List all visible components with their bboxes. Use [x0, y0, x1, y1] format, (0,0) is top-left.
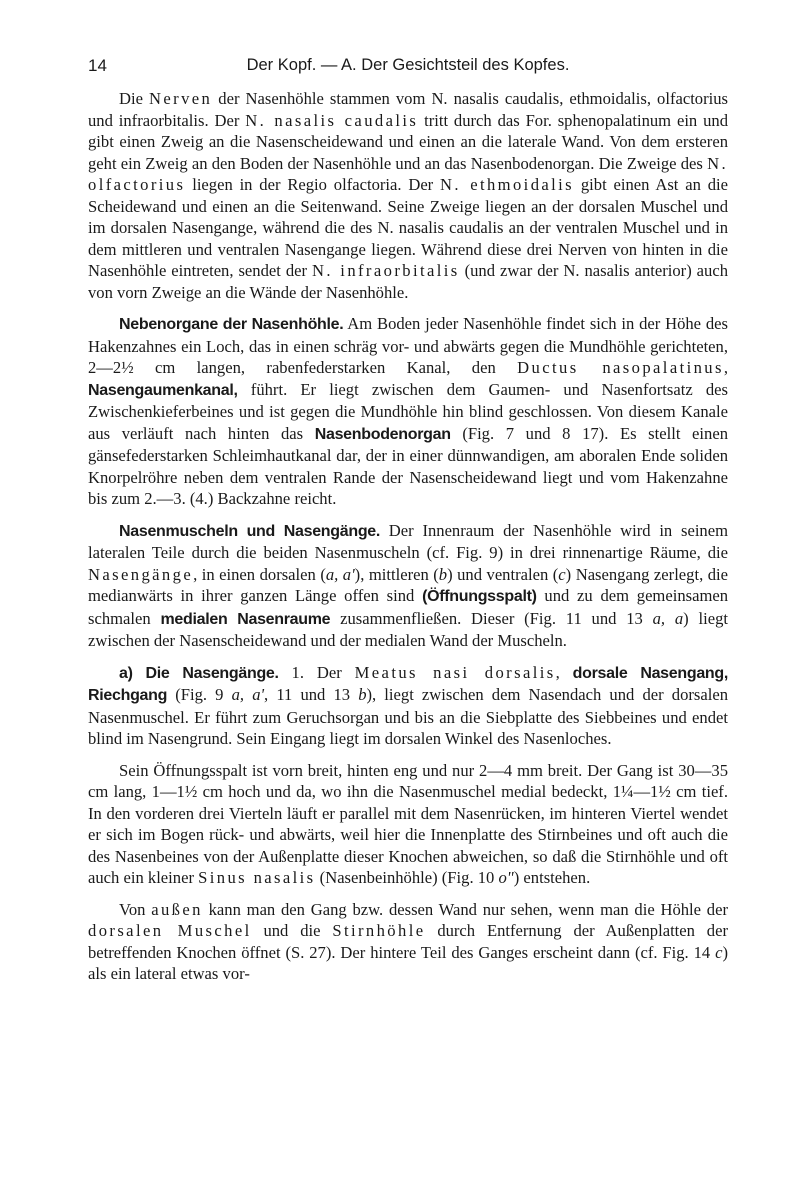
text-run: ) liegt zwischen der Nasenscheidewand und der medialen Wand der Muscheln.: [88, 608, 728, 650]
text-run: ,: [723, 358, 729, 377]
body-text: [88, 88, 728, 985]
text-run: ,: [555, 662, 573, 682]
text-run: ) Nasengang zerlegt, die medianwärts in ihrer ganzen Länge offen sind: [88, 564, 729, 605]
text-run: , 11 und 13: [264, 685, 359, 704]
paragraph-oeffnungsspalt: [88, 760, 728, 889]
spaced-term: Meatus nasi dorsalis: [354, 662, 556, 682]
running-head: Der Kopf. — A. Der Gesichtsteil des Kopfes.: [246, 56, 570, 74]
text-run: ), mittleren (: [354, 564, 439, 584]
text-run: führt. Er liegt zwischen dem Gaumen- und Nasenfortsatz des Zwischenkieferbeines und ist gegen die Mundhöhle hin blind geschlossen. Von diesem Kanale aus verläuft nach hinten das: [88, 379, 728, 443]
spaced-term: N. olfactorius: [88, 153, 728, 194]
text-run: der Nasenhöhle stammen vom N. nasalis caudalis, ethmoidalis, olfactorius und infraorbitalis. Der: [88, 89, 728, 130]
bold-heading: Nasenmuscheln und Nasengänge.: [119, 522, 381, 540]
italic-ref: c: [715, 942, 723, 962]
italic-ref: b: [438, 564, 448, 584]
spaced-term: N. ethmoidalis: [440, 175, 575, 194]
text-run: (und zwar der N. nasalis anterior) auch von vorn Zweige an die Wände der Nasenhöhle.: [88, 261, 729, 302]
paragraph-nebenorgane: [88, 313, 728, 510]
text-run: und die: [251, 921, 333, 940]
spaced-term: Nasengänge: [88, 564, 194, 584]
spaced-term: Nerven: [149, 89, 213, 108]
page-number: 14: [88, 56, 107, 75]
bold-heading: Nasengaumenkanal,: [88, 381, 238, 399]
text-run: , in einen dorsalen (: [193, 564, 326, 584]
spaced-term: Ductus nasopalatinus: [517, 358, 724, 377]
bold-heading: Nasenbodenorgan: [314, 425, 451, 443]
text-run: kann man den Gang bzw. dessen Wand nur sehen, wenn man die Höhle der: [202, 899, 728, 919]
text-run: zusammenfließen. Dieser (Fig. 11 und 13: [330, 608, 653, 628]
paragraph-aussen: [88, 899, 728, 985]
spaced-term: Sinus nasalis: [198, 868, 316, 887]
text-run: (Nasenbeinhöhle) (Fig. 10: [315, 868, 499, 887]
text-run: ) und ventralen (: [447, 564, 559, 584]
text-run: (Fig. 7 und 8 17). Es stellt einen gänsefederstarken Schleimhautkanal dar, der in einer dünnwandigen, am aboralen Ende soliden Knorpelröhre neben dem ventralen Rande der Nasenscheidewand liegt und vom Hakenzahne bis zum 2.—3. (4.) Backzahne reicht.: [88, 423, 728, 508]
text-run: Die: [119, 89, 150, 108]
italic-ref: a, a': [325, 564, 355, 584]
text-run: liegen in der Regio olfactoria. Der: [185, 175, 441, 194]
text-run: Der Innenraum der Nasenhöhle wird in seinem lateralen Teile durch die beiden Nasenmuscheln (cf. Fig. 9) in drei rinnenartige Räume, die: [88, 520, 728, 562]
text-run: 1. Der: [278, 662, 355, 682]
text-run: Am Boden jeder Nasenhöhle findet sich in der Höhe des Hakenzahnes ein Loch, das in einen schräg vor- und abwärts gegen die Mundhöhle gerichteten, 2—2½ cm langen, rabenfederstarken Kanal, den: [88, 314, 728, 377]
bold-heading: medialen Nasenraume: [160, 610, 331, 628]
spaced-term: Stirnhöhle: [332, 921, 426, 940]
italic-ref: a, a': [231, 685, 265, 704]
text-run: Von: [119, 899, 152, 919]
spaced-term: dorsalen Muschel: [88, 921, 252, 940]
spaced-term: N. nasalis caudalis: [245, 110, 419, 130]
italic-ref: o": [498, 868, 514, 887]
bold-heading: dorsale Nasengang, Riechgang: [88, 664, 729, 704]
spaced-term: N. infraorbitalis: [312, 261, 460, 280]
paragraph-nerven: [88, 88, 728, 303]
paragraph-nasenmuscheln: [88, 520, 728, 652]
text-run: ) als ein lateral etwas vor-: [88, 942, 728, 983]
spaced-term: außen: [151, 899, 203, 919]
bold-heading: a) Die Nasengänge.: [119, 664, 279, 682]
text-run: ) entstehen.: [513, 868, 591, 887]
text-run: durch Entfernung der Außenplatten der betreffenden Knochen öffnet (S. 27). Der hintere Teil des Ganges erscheint dann (cf. Fig. 14: [88, 921, 728, 962]
paragraph-nasengaenge: [88, 662, 728, 750]
text-run: gibt einen Ast an die Scheidewand und einen an die Seitenwand. Seine Zweige liegen an der dorsalen Muschel und im dorsalen Nasengange, während die des N. nasalis caudalis an der ventralen Muschel und in dem mittleren und ventralen Nasengange liegen. Während diese drei Nerven von hinten in die Nasenhöhle eintreten, sendet der: [88, 175, 729, 280]
italic-ref: a, a: [652, 608, 684, 628]
italic-ref: b: [358, 685, 367, 704]
text-run: tritt durch das For. sphenopalatinum ein und gibt einen Zweig an die Nasenscheidewand und einen an die laterale Wand. Von dem ersteren geht ein Zweig an den Boden der Nasenhöhle und an das Nasenbodenorgan. Die Zweige des: [88, 110, 728, 173]
italic-ref: c: [558, 564, 566, 584]
page-header: [88, 56, 728, 82]
bold-heading: (Öffnungsspalt): [422, 588, 537, 605]
text-run: ), liegt zwischen dem Nasendach und der dorsalen Nasenmuschel. Er führt zum Geruchsorgan und bis an die Siebplatte des Siebbeines und endet blind im Nasengrund. Sein Eingang liegt im dorsalen Winkel des Nasenloches.: [88, 685, 728, 748]
text-run: Sein Öffnungsspalt ist vorn breit, hinten eng und nur 2—4 mm breit. Der Gang ist 30—35 cm lang, 1—1½ cm hoch und da, wo ihn die Nasenmuschel medial bedeckt, 1¼—1½ cm tief. In den vorderen drei Vierteln läuft er parallel mit dem Nasenrücken, im hinteren Viertel wendet er sich im Bogen rück- und abwärts, weil hier die Innenplatte des Stirnbeines und oft auch die des Nasenbeines von der Außenplatte dieser Knochen abweichen, so daß die Stirnhöhle und oft auch ein kleiner: [88, 760, 728, 887]
text-run: (Fig. 9: [167, 685, 232, 704]
bold-heading: Nebenorgane der Nasenhöhle.: [119, 316, 344, 333]
text-run: und zu dem gemeinsamen schmalen: [88, 586, 729, 628]
